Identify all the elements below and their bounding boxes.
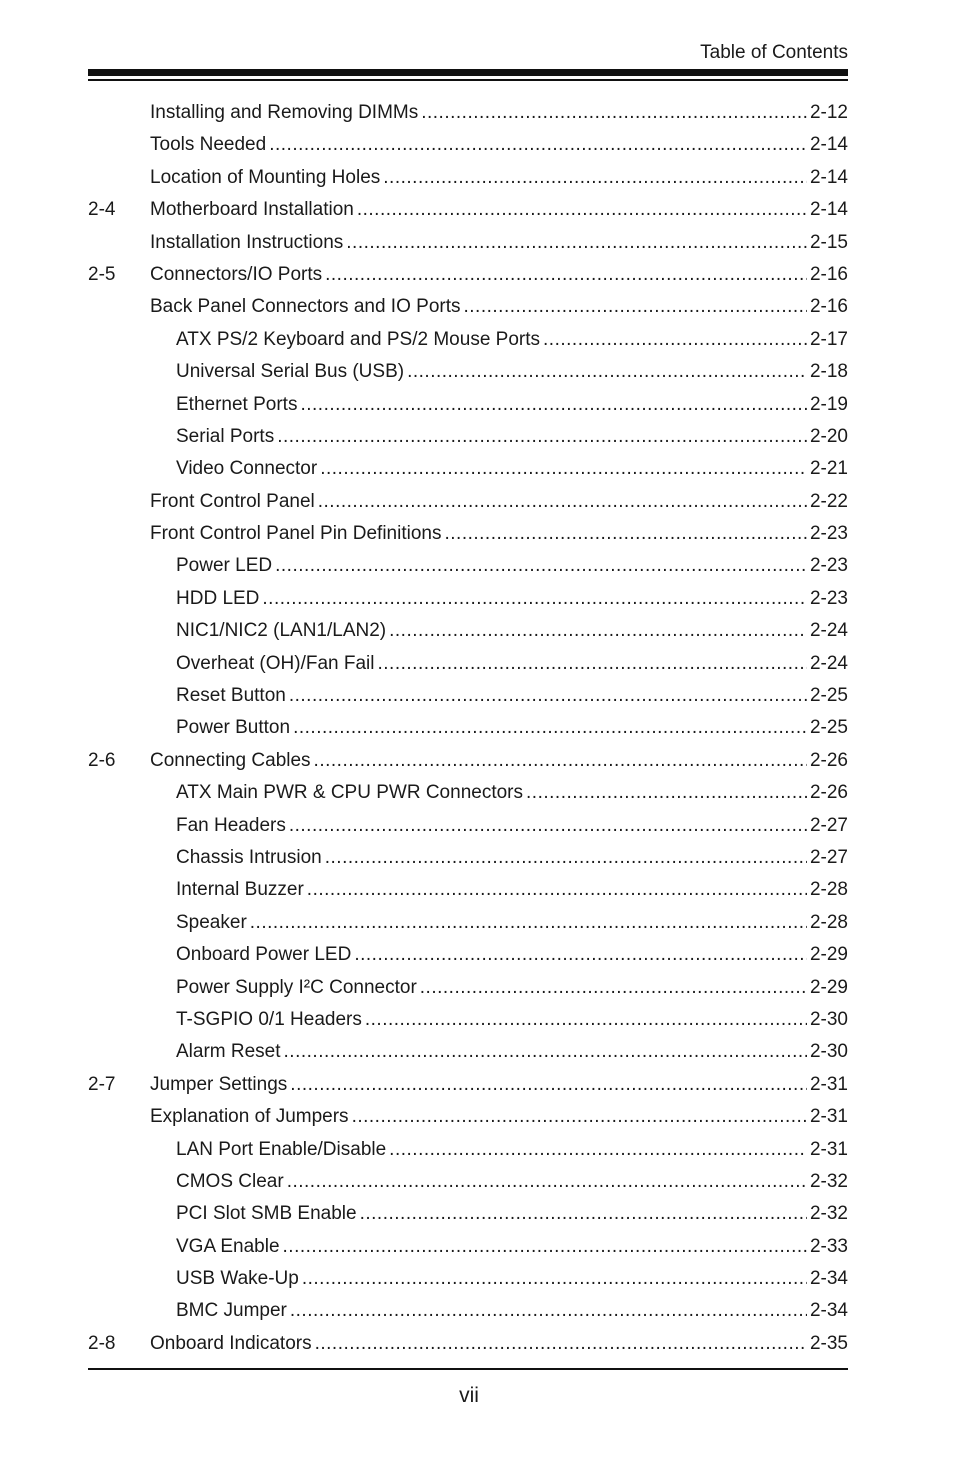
- toc-entry[interactable]: [88, 745, 848, 777]
- toc-dot-leader: [314, 745, 807, 777]
- toc-page-number: 2-34: [809, 1268, 848, 1290]
- toc-entry[interactable]: [88, 356, 848, 388]
- toc-entry[interactable]: [88, 907, 848, 939]
- toc-page-number: 2-21: [809, 458, 848, 480]
- toc-dot-leader: [290, 1069, 807, 1101]
- toc-entry-label: Front Control Panel: [150, 490, 315, 512]
- toc-dot-leader: [407, 356, 807, 388]
- toc-entry-label: T-SGPIO 0/1 Headers: [176, 1008, 362, 1030]
- toc-entry[interactable]: [88, 1263, 848, 1295]
- toc-page-number: 2-31: [809, 1106, 848, 1128]
- toc-entry[interactable]: [88, 129, 848, 161]
- toc-dot-leader: [378, 648, 807, 680]
- toc-entry[interactable]: [88, 874, 848, 906]
- toc-entry[interactable]: [88, 1036, 848, 1068]
- toc-entry[interactable]: [88, 939, 848, 971]
- toc-section-number: 2-7: [88, 1073, 116, 1095]
- toc-page-number: 2-20: [809, 425, 848, 447]
- toc-page-number: 2-14: [809, 166, 848, 188]
- toc-entry-label: NIC1/NIC2 (LAN1/LAN2): [176, 620, 387, 642]
- toc-dot-leader: [389, 615, 807, 647]
- toc-entry-label: Ethernet Ports: [176, 393, 298, 415]
- page-header-title: Table of Contents: [700, 42, 848, 63]
- toc-entry[interactable]: [88, 324, 848, 356]
- toc-dot-leader: [289, 810, 807, 842]
- toc-entry-label: Location of Mounting Holes: [150, 166, 381, 188]
- table-of-contents: [88, 97, 848, 1360]
- toc-entry-label: BMC Jumper: [176, 1300, 287, 1322]
- toc-entry-label: Tools Needed: [150, 134, 267, 156]
- toc-dot-leader: [325, 842, 807, 874]
- toc-dot-leader: [269, 129, 807, 161]
- toc-dot-leader: [284, 1036, 807, 1068]
- toc-page-number: 2-22: [809, 490, 848, 512]
- toc-entry[interactable]: [88, 194, 848, 226]
- toc-dot-leader: [307, 874, 807, 906]
- toc-dot-leader: [383, 162, 807, 194]
- toc-entry-label: Serial Ports: [176, 425, 275, 447]
- toc-entry-label: Alarm Reset: [176, 1041, 281, 1063]
- toc-dot-leader: [250, 907, 807, 939]
- toc-dot-leader: [300, 389, 807, 421]
- toc-entry-label: Chassis Intrusion: [176, 846, 322, 868]
- toc-entry[interactable]: [88, 583, 848, 615]
- toc-entry[interactable]: [88, 453, 848, 485]
- toc-entry-label: Connectors/IO Ports: [150, 263, 323, 285]
- toc-entry-label: Power Button: [176, 717, 291, 739]
- toc-entry-label: VGA Enable: [176, 1235, 280, 1257]
- toc-dot-leader: [262, 583, 807, 615]
- toc-entry[interactable]: [88, 712, 848, 744]
- toc-entry[interactable]: [88, 1198, 848, 1230]
- toc-page-number: 2-32: [809, 1170, 848, 1192]
- toc-dot-leader: [287, 1166, 807, 1198]
- toc-entry-label: Internal Buzzer: [176, 879, 304, 901]
- toc-dot-leader: [420, 972, 807, 1004]
- toc-page-number: 2-16: [809, 263, 848, 285]
- toc-entry-label: PCI Slot SMB Enable: [176, 1203, 357, 1225]
- toc-page-number: 2-24: [809, 620, 848, 642]
- toc-page-number: 2-24: [809, 652, 848, 674]
- toc-page-number: 2-25: [809, 717, 848, 739]
- toc-page-number: 2-18: [809, 361, 848, 383]
- toc-entry[interactable]: [88, 486, 848, 518]
- toc-entry[interactable]: [88, 842, 848, 874]
- toc-dot-leader: [346, 227, 807, 259]
- toc-entry-label: USB Wake-Up: [176, 1268, 299, 1290]
- toc-page-number: 2-29: [809, 944, 848, 966]
- toc-page-number: 2-27: [809, 846, 848, 868]
- toc-page-number: 2-28: [809, 911, 848, 933]
- toc-section-number: 2-5: [88, 263, 116, 285]
- toc-entry-label: HDD LED: [176, 587, 260, 609]
- toc-dot-leader: [464, 291, 807, 323]
- toc-dot-leader: [290, 1295, 807, 1327]
- toc-page-number: 2-32: [809, 1203, 848, 1225]
- toc-entry[interactable]: [88, 421, 848, 453]
- toc-entry[interactable]: [88, 1231, 848, 1263]
- toc-dot-leader: [352, 1101, 807, 1133]
- toc-page-number: 2-29: [809, 976, 848, 998]
- toc-dot-leader: [283, 1231, 807, 1263]
- toc-page-number: 2-16: [809, 296, 848, 318]
- toc-dot-leader: [357, 194, 807, 226]
- toc-page-number: 2-26: [809, 749, 848, 771]
- toc-dot-leader: [526, 777, 807, 809]
- toc-page-number: 2-23: [809, 523, 848, 545]
- toc-page-number: 2-27: [809, 814, 848, 836]
- toc-page-number: 2-30: [809, 1008, 848, 1030]
- toc-entry[interactable]: [88, 1166, 848, 1198]
- toc-section-number: 2-4: [88, 199, 116, 221]
- toc-entry-label: Installation Instructions: [150, 231, 344, 253]
- header-rule-thick: [88, 69, 848, 76]
- toc-dot-leader: [275, 550, 807, 582]
- toc-page-number: 2-28: [809, 879, 848, 901]
- toc-entry-label: Front Control Panel Pin Definitions: [150, 523, 442, 545]
- toc-dot-leader: [302, 1263, 807, 1295]
- toc-entry-label: Universal Serial Bus (USB): [176, 361, 405, 383]
- toc-entry-label: Onboard Indicators: [150, 1332, 312, 1354]
- toc-page-number: 2-31: [809, 1073, 848, 1095]
- toc-dot-leader: [289, 680, 807, 712]
- toc-entry[interactable]: [88, 291, 848, 323]
- toc-section-number: 2-6: [88, 749, 116, 771]
- toc-dot-leader: [360, 1198, 807, 1230]
- toc-dot-leader: [421, 97, 807, 129]
- toc-entry[interactable]: [88, 550, 848, 582]
- toc-page-number: 2-25: [809, 685, 848, 707]
- toc-page-number: 2-31: [809, 1138, 848, 1160]
- toc-entry[interactable]: [88, 1069, 848, 1101]
- toc-entry-label: Connecting Cables: [150, 749, 311, 771]
- toc-entry[interactable]: [88, 648, 848, 680]
- toc-entry-label: ATX Main PWR & CPU PWR Connectors: [176, 782, 524, 804]
- toc-entry-label: Video Connector: [176, 458, 318, 480]
- header-rule-thin: [88, 79, 848, 81]
- toc-page-number: 2-34: [809, 1300, 848, 1322]
- toc-entry[interactable]: [88, 259, 848, 291]
- toc-entry[interactable]: [88, 389, 848, 421]
- toc-entry-label: Power Supply I²C Connector: [176, 976, 417, 998]
- toc-page-number: 2-17: [809, 328, 848, 350]
- toc-entry-label: Reset Button: [176, 685, 286, 707]
- toc-entry-label: Motherboard Installation: [150, 199, 354, 221]
- toc-entry-label: Jumper Settings: [150, 1073, 288, 1095]
- toc-page-number: 2-30: [809, 1041, 848, 1063]
- toc-dot-leader: [543, 324, 807, 356]
- toc-page-number: 2-23: [809, 555, 848, 577]
- toc-page-number: 2-23: [809, 587, 848, 609]
- toc-entry[interactable]: [88, 227, 848, 259]
- toc-entry-label: Installing and Removing DIMMs: [150, 102, 419, 123]
- toc-entry[interactable]: [88, 518, 848, 550]
- toc-entry[interactable]: [88, 777, 848, 809]
- toc-entry[interactable]: [88, 1328, 848, 1360]
- toc-page-number: 2-14: [809, 134, 848, 156]
- footer-rule: [88, 1368, 848, 1370]
- toc-entry[interactable]: [88, 680, 848, 712]
- toc-page-number: 2-26: [809, 782, 848, 804]
- toc-entry[interactable]: [88, 1134, 848, 1166]
- toc-dot-leader: [293, 712, 807, 744]
- toc-entry[interactable]: [88, 97, 848, 129]
- toc-dot-leader: [354, 939, 807, 971]
- toc-entry-label: Explanation of Jumpers: [150, 1106, 349, 1128]
- toc-entry[interactable]: [88, 615, 848, 647]
- toc-entry[interactable]: [88, 1295, 848, 1327]
- toc-page-number: 2-19: [809, 393, 848, 415]
- toc-entry-label: Onboard Power LED: [176, 944, 352, 966]
- toc-dot-leader: [325, 259, 807, 291]
- toc-page-number: 2-35: [809, 1332, 848, 1354]
- toc-dot-leader: [365, 1004, 807, 1036]
- toc-dot-leader: [277, 421, 807, 453]
- toc-dot-leader: [320, 453, 807, 485]
- toc-page-number: 2-12: [809, 102, 848, 123]
- toc-entry-label: CMOS Clear: [176, 1170, 284, 1192]
- toc-entry-label: ATX PS/2 Keyboard and PS/2 Mouse Ports: [176, 328, 541, 350]
- toc-entry[interactable]: [88, 1004, 848, 1036]
- toc-dot-leader: [315, 1328, 807, 1360]
- toc-dot-leader: [389, 1134, 807, 1166]
- toc-entry-label: Overheat (OH)/Fan Fail: [176, 652, 375, 674]
- toc-page-number: 2-15: [809, 231, 848, 253]
- toc-entry[interactable]: [88, 1101, 848, 1133]
- page-number: vii: [459, 1384, 479, 1407]
- toc-section-number: 2-8: [88, 1332, 116, 1354]
- toc-dot-leader: [318, 486, 807, 518]
- toc-page-number: 2-33: [809, 1235, 848, 1257]
- toc-entry-label: Fan Headers: [176, 814, 286, 836]
- toc-entry[interactable]: [88, 810, 848, 842]
- toc-entry-label: Speaker: [176, 911, 247, 933]
- toc-page-number: 2-14: [809, 199, 848, 221]
- toc-entry-label: Power LED: [176, 555, 273, 577]
- toc-entry-label: LAN Port Enable/Disable: [176, 1138, 387, 1160]
- toc-entry[interactable]: [88, 162, 848, 194]
- toc-dot-leader: [444, 518, 806, 550]
- toc-entry[interactable]: [88, 972, 848, 1004]
- toc-entry-label: Back Panel Connectors and IO Ports: [150, 296, 461, 318]
